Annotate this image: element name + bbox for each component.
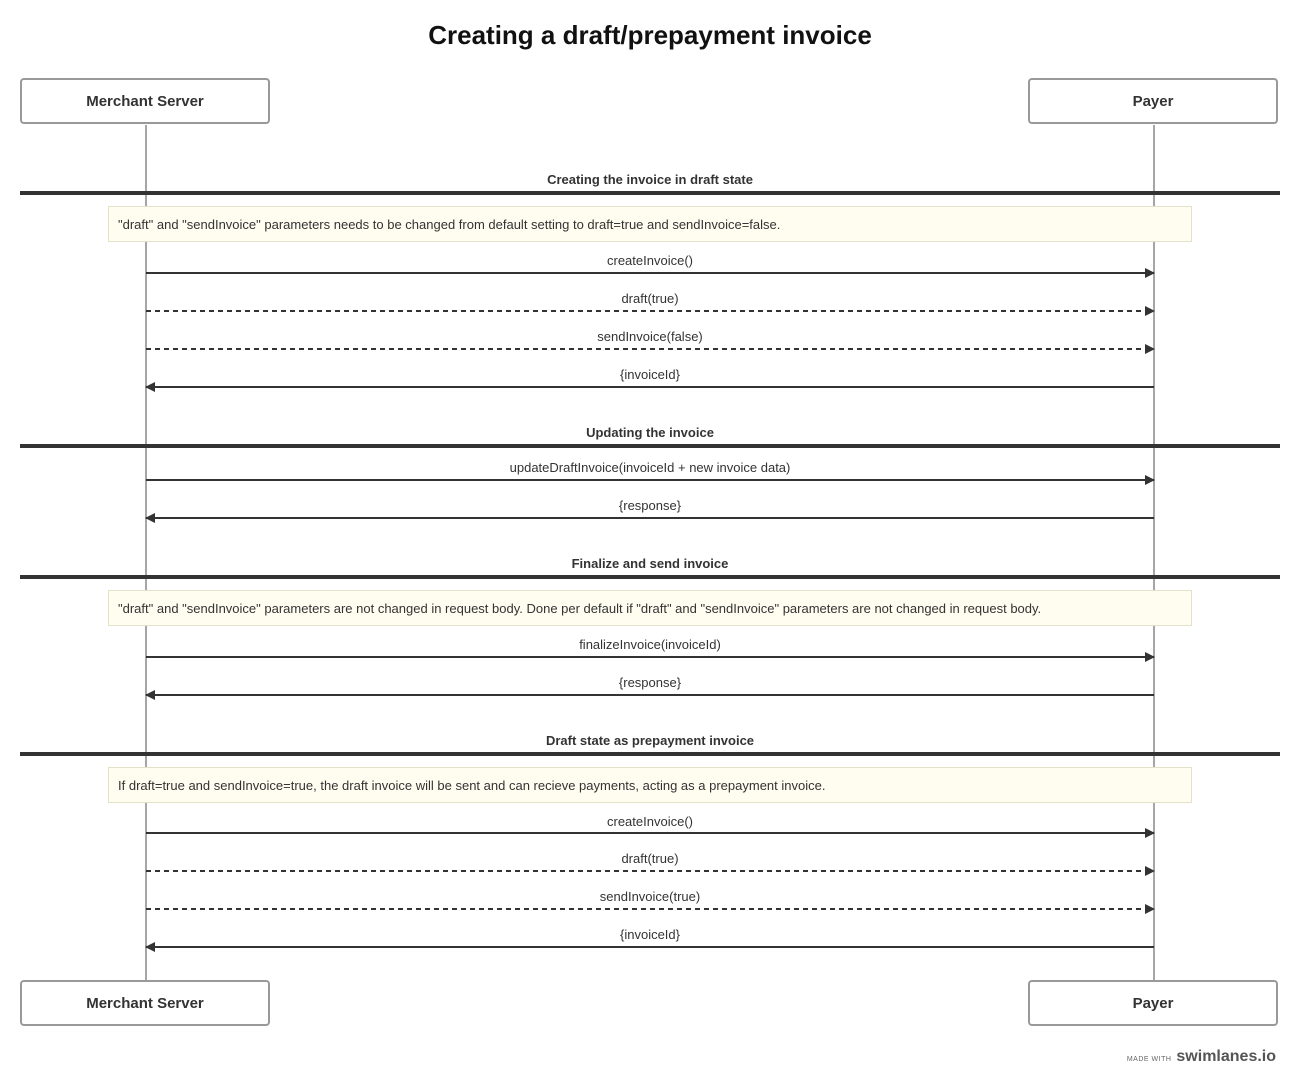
note-default-params: "draft" and "sendInvoice" parameters are not changed in request body. Done per default if "draft" and "sendInvoice" parameters are not changed in request body. <box>108 590 1192 626</box>
message-label-invoice-id: {invoiceId} <box>620 927 680 942</box>
message-label-update-draft-invoice: updateDraftInvoice(invoiceId + new invoice data) <box>509 460 791 475</box>
diagram-title: Creating a draft/prepayment invoice <box>428 20 872 50</box>
made-with-label: MADE WITH <box>1126 1056 1172 1063</box>
actor-merchant-server-top: Merchant Server <box>20 78 270 124</box>
actor-payer-top: Payer <box>1028 78 1278 124</box>
message-label-draft-true: draft(true) <box>621 851 679 866</box>
brand-logo[interactable]: swimlanes.io <box>1176 1048 1276 1065</box>
section-title-prepayment: Draft state as prepayment invoice <box>545 733 755 748</box>
message-label-create-invoice: createInvoice() <box>607 253 693 268</box>
message-label-response: {response} <box>618 675 682 690</box>
message-label-invoice-id: {invoiceId} <box>620 367 680 382</box>
actor-payer-bottom: Payer <box>1028 980 1278 1026</box>
message-label-finalize-invoice: finalizeInvoice(invoiceId) <box>579 637 721 652</box>
message-label-create-invoice: createInvoice() <box>607 814 693 829</box>
note-draft-params: "draft" and "sendInvoice" parameters needs to be changed from default setting to draft=true and sendInvoice=false. <box>108 206 1192 242</box>
note-prepayment: If draft=true and sendInvoice=true, the draft invoice will be sent and can recieve payments, acting as a prepayment invoice. <box>108 767 1192 803</box>
message-label-draft-true: draft(true) <box>621 291 679 306</box>
message-label-send-invoice-false: sendInvoice(false) <box>597 329 703 344</box>
message-label-response: {response} <box>618 498 682 513</box>
section-title-draft-state: Creating the invoice in draft state <box>547 172 753 187</box>
actor-merchant-server-bottom: Merchant Server <box>20 980 270 1026</box>
message-label-send-invoice-true: sendInvoice(true) <box>599 889 701 904</box>
section-title-updating: Updating the invoice <box>586 425 714 440</box>
section-title-finalize: Finalize and send invoice <box>571 556 729 571</box>
